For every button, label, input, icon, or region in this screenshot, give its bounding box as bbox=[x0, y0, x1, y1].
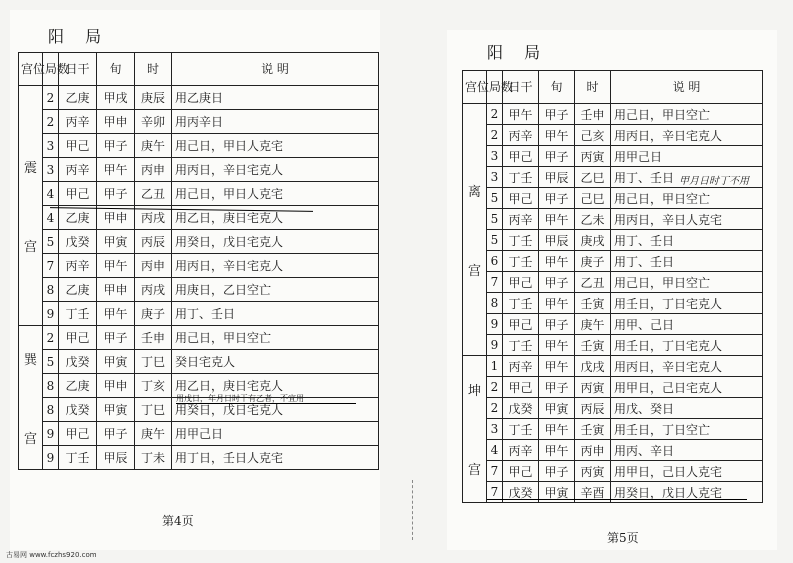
note-cell: 用乙庚日 bbox=[172, 86, 379, 110]
table-row bbox=[463, 188, 763, 209]
note-cell: 用丁、壬日 bbox=[172, 302, 379, 326]
hour-cell: 乙未 bbox=[575, 209, 611, 230]
table-row bbox=[19, 110, 379, 134]
day-stem-cell: 丁壬 bbox=[59, 302, 97, 326]
palace-char: 坤 bbox=[467, 384, 481, 399]
ju-number-cell: 3 bbox=[487, 146, 503, 167]
xun-cell: 甲申 bbox=[97, 278, 135, 302]
table-row bbox=[19, 230, 379, 254]
hour-cell: 丙申 bbox=[575, 440, 611, 461]
ju-number-cell: 9 bbox=[487, 335, 503, 356]
xun-cell: 甲午 bbox=[539, 293, 575, 314]
xun-cell: 甲子 bbox=[97, 134, 135, 158]
ju-number-cell: 7 bbox=[487, 461, 503, 482]
day-stem-cell: 戊癸 bbox=[59, 398, 97, 422]
hour-cell: 丙辰 bbox=[575, 398, 611, 419]
right-page bbox=[447, 30, 777, 550]
day-stem-cell: 甲己 bbox=[503, 314, 539, 335]
ju-number-cell: 9 bbox=[487, 314, 503, 335]
hour-cell: 庚子 bbox=[135, 302, 172, 326]
day-stem-cell: 丁壬 bbox=[503, 230, 539, 251]
palace-char: 宫 bbox=[467, 263, 481, 279]
day-stem-cell: 丙辛 bbox=[503, 209, 539, 230]
xun-cell: 甲子 bbox=[539, 272, 575, 293]
column-header: 宫位 bbox=[19, 53, 43, 86]
table-row bbox=[19, 254, 379, 278]
note-cell: 用丁、壬日 bbox=[611, 167, 763, 188]
hour-cell: 丙辰 bbox=[135, 230, 172, 254]
column-header: 时 bbox=[575, 71, 611, 104]
table-row bbox=[463, 440, 763, 461]
hour-cell: 辛卯 bbox=[135, 110, 172, 134]
day-stem-cell: 丁壬 bbox=[503, 335, 539, 356]
hour-cell: 庚午 bbox=[135, 422, 172, 446]
hour-cell: 丙申 bbox=[135, 158, 172, 182]
ju-number-cell: 3 bbox=[43, 134, 59, 158]
ju-number-cell: 3 bbox=[487, 419, 503, 440]
xun-cell: 甲午 bbox=[539, 419, 575, 440]
xun-cell: 甲午 bbox=[539, 440, 575, 461]
ju-number-cell: 5 bbox=[487, 230, 503, 251]
note-cell: 用乙日，庚日宅克人 bbox=[172, 374, 379, 398]
table-row bbox=[463, 314, 763, 335]
note-cell: 用丙辛日 bbox=[172, 110, 379, 134]
hour-cell: 丙戌 bbox=[135, 206, 172, 230]
day-stem-cell: 丁壬 bbox=[503, 167, 539, 188]
table-row bbox=[19, 302, 379, 326]
xun-cell: 甲子 bbox=[97, 182, 135, 206]
table-row bbox=[19, 326, 379, 350]
column-header: 宫位 bbox=[463, 71, 487, 104]
palace-char: 震 bbox=[23, 160, 37, 176]
table-row bbox=[463, 146, 763, 167]
palace-char: 离 bbox=[467, 184, 481, 200]
day-stem-cell: 丙辛 bbox=[503, 356, 539, 377]
palace-char: 宫 bbox=[23, 431, 37, 447]
note-cell: 用甲、己日 bbox=[611, 314, 763, 335]
strikethrough-line bbox=[487, 499, 747, 500]
day-stem-cell: 丙辛 bbox=[503, 440, 539, 461]
ju-number-cell: 2 bbox=[43, 110, 59, 134]
ju-number-cell: 8 bbox=[487, 293, 503, 314]
table-row bbox=[463, 125, 763, 146]
table-row bbox=[463, 419, 763, 440]
day-stem-cell: 甲己 bbox=[503, 272, 539, 293]
note-cell: 用丁日，壬日人克宅 bbox=[172, 446, 379, 470]
column-header: 说 明 bbox=[611, 71, 763, 104]
ju-number-cell: 7 bbox=[487, 482, 503, 503]
day-stem-cell: 丁壬 bbox=[503, 419, 539, 440]
note-cell: 用壬日，丁日空亡 bbox=[611, 419, 763, 440]
ju-number-cell: 8 bbox=[43, 398, 59, 422]
hour-cell: 辛酉 bbox=[575, 482, 611, 503]
ju-number-cell: 4 bbox=[43, 182, 59, 206]
hour-cell: 己亥 bbox=[575, 125, 611, 146]
note-cell: 用癸日，戊日宅克人 bbox=[172, 230, 379, 254]
table-row bbox=[463, 272, 763, 293]
table-row bbox=[19, 86, 379, 110]
table-row bbox=[463, 230, 763, 251]
ju-number-cell: 4 bbox=[43, 206, 59, 230]
hour-cell: 丙戌 bbox=[135, 278, 172, 302]
xun-cell: 甲子 bbox=[539, 188, 575, 209]
note-cell: 用己日，甲日空亡 bbox=[611, 272, 763, 293]
ju-number-cell: 8 bbox=[43, 374, 59, 398]
day-stem-cell: 丁壬 bbox=[59, 446, 97, 470]
page-header: 阳 局 bbox=[487, 43, 549, 62]
column-header: 时 bbox=[135, 53, 172, 86]
hour-cell: 乙丑 bbox=[575, 272, 611, 293]
hour-cell: 丙寅 bbox=[575, 377, 611, 398]
hour-cell: 乙巳 bbox=[575, 167, 611, 188]
day-stem-cell: 戊癸 bbox=[503, 482, 539, 503]
table-row bbox=[463, 461, 763, 482]
palace-char: 巽 bbox=[23, 352, 37, 368]
table-row bbox=[463, 377, 763, 398]
hour-cell: 丁巳 bbox=[135, 350, 172, 374]
xun-cell: 甲寅 bbox=[539, 398, 575, 419]
note-cell: 癸日宅克人 bbox=[172, 350, 379, 374]
column-header: 局数 bbox=[487, 71, 503, 104]
table-row bbox=[463, 356, 763, 377]
note-cell: 用乙日，庚日宅克人 bbox=[172, 206, 379, 230]
day-stem-cell: 丙辛 bbox=[59, 158, 97, 182]
xun-cell: 甲子 bbox=[97, 326, 135, 350]
left-page bbox=[10, 10, 380, 550]
ju-number-cell: 9 bbox=[43, 302, 59, 326]
xun-cell: 甲申 bbox=[97, 110, 135, 134]
xun-cell: 甲午 bbox=[539, 209, 575, 230]
day-stem-cell: 甲己 bbox=[59, 422, 97, 446]
table-row bbox=[19, 158, 379, 182]
table-row bbox=[463, 251, 763, 272]
hour-cell: 戊戌 bbox=[575, 356, 611, 377]
column-header: 说 明 bbox=[172, 53, 379, 86]
note-cell: 用戊、癸日 bbox=[611, 398, 763, 419]
column-header: 日干 bbox=[503, 71, 539, 104]
note-cell: 用甲日，己日宅克人 bbox=[611, 377, 763, 398]
xun-cell: 甲申 bbox=[97, 374, 135, 398]
xun-cell: 甲寅 bbox=[97, 398, 135, 422]
note-cell: 用己日，甲日人克宅 bbox=[172, 182, 379, 206]
ju-number-cell: 5 bbox=[43, 350, 59, 374]
note-cell: 用癸日，戊日人克宅 bbox=[611, 482, 763, 503]
xun-cell: 甲辰 bbox=[539, 167, 575, 188]
schedule-table bbox=[18, 52, 379, 470]
note-cell: 用甲己日 bbox=[611, 146, 763, 167]
note-cell: 用丁、壬日 bbox=[611, 230, 763, 251]
day-stem-cell: 甲己 bbox=[503, 188, 539, 209]
xun-cell: 甲辰 bbox=[97, 446, 135, 470]
day-stem-cell: 丁壬 bbox=[503, 293, 539, 314]
xun-cell: 甲子 bbox=[539, 461, 575, 482]
day-stem-cell: 戊癸 bbox=[59, 230, 97, 254]
palace-cell bbox=[19, 326, 43, 470]
xun-cell: 甲子 bbox=[539, 377, 575, 398]
schedule-table bbox=[462, 70, 763, 503]
xun-cell: 甲申 bbox=[97, 206, 135, 230]
hour-cell: 丁亥 bbox=[135, 374, 172, 398]
handwritten-note: 甲月日时丁不用 bbox=[679, 176, 749, 187]
note-cell: 用癸日，戊日宅克人 bbox=[172, 398, 379, 422]
day-stem-cell: 甲己 bbox=[503, 461, 539, 482]
note-cell: 用己日，甲日空亡 bbox=[611, 188, 763, 209]
note-cell: 用壬日，丁日宅克人 bbox=[611, 335, 763, 356]
ju-number-cell: 7 bbox=[487, 272, 503, 293]
ju-number-cell: 5 bbox=[487, 188, 503, 209]
palace-cell bbox=[463, 104, 487, 356]
hour-cell: 壬申 bbox=[135, 326, 172, 350]
day-stem-cell: 甲己 bbox=[59, 182, 97, 206]
table-row bbox=[463, 209, 763, 230]
ju-number-cell: 7 bbox=[43, 254, 59, 278]
column-header: 旬 bbox=[539, 71, 575, 104]
note-cell: 用丙日，辛日宅克人 bbox=[172, 254, 379, 278]
ju-number-cell: 2 bbox=[487, 104, 503, 125]
site-watermark: 古易网 www.fczhs920.com bbox=[6, 551, 97, 559]
table-row bbox=[463, 335, 763, 356]
ju-number-cell: 9 bbox=[43, 422, 59, 446]
hour-cell: 庚戌 bbox=[575, 230, 611, 251]
day-stem-cell: 乙庚 bbox=[59, 278, 97, 302]
day-stem-cell: 甲午 bbox=[503, 104, 539, 125]
ju-number-cell: 9 bbox=[43, 446, 59, 470]
hour-cell: 庚午 bbox=[575, 314, 611, 335]
hour-cell: 丁未 bbox=[135, 446, 172, 470]
note-cell: 用壬日，丁日宅克人 bbox=[611, 293, 763, 314]
table-row bbox=[19, 182, 379, 206]
ju-number-cell: 2 bbox=[487, 125, 503, 146]
ju-number-cell: 3 bbox=[43, 158, 59, 182]
day-stem-cell: 甲己 bbox=[59, 326, 97, 350]
page-header: 阳 局 bbox=[48, 27, 110, 46]
table-row bbox=[19, 446, 379, 470]
note-cell: 用己日，甲日空亡 bbox=[611, 104, 763, 125]
palace-char: 宫 bbox=[467, 463, 481, 478]
hour-cell: 庚子 bbox=[575, 251, 611, 272]
hour-cell: 壬寅 bbox=[575, 419, 611, 440]
day-stem-cell: 戊癸 bbox=[503, 398, 539, 419]
xun-cell: 甲子 bbox=[539, 146, 575, 167]
note-cell: 用甲己日 bbox=[172, 422, 379, 446]
ju-number-cell: 5 bbox=[487, 209, 503, 230]
hour-cell: 庚午 bbox=[135, 134, 172, 158]
table-row bbox=[19, 134, 379, 158]
xun-cell: 甲午 bbox=[539, 251, 575, 272]
xun-cell: 甲午 bbox=[539, 335, 575, 356]
day-stem-cell: 丙辛 bbox=[503, 125, 539, 146]
ju-number-cell: 3 bbox=[487, 167, 503, 188]
xun-cell: 甲辰 bbox=[539, 230, 575, 251]
palace-cell bbox=[463, 356, 487, 503]
xun-cell: 甲寅 bbox=[539, 482, 575, 503]
day-stem-cell: 丁壬 bbox=[503, 251, 539, 272]
day-stem-cell: 戊癸 bbox=[59, 350, 97, 374]
ju-number-cell: 5 bbox=[43, 230, 59, 254]
ju-number-cell: 8 bbox=[43, 278, 59, 302]
handwritten-annotation: 用戊日，年月日时干有乙者，不宜用 bbox=[176, 394, 304, 403]
ju-number-cell: 2 bbox=[487, 398, 503, 419]
hour-cell: 丙申 bbox=[135, 254, 172, 278]
day-stem-cell: 丙辛 bbox=[59, 254, 97, 278]
note-cell: 用丙日，辛日宅克人 bbox=[611, 356, 763, 377]
hour-cell: 丙寅 bbox=[575, 146, 611, 167]
ju-number-cell: 2 bbox=[43, 86, 59, 110]
note-cell: 用丁、壬日 bbox=[611, 251, 763, 272]
day-stem-cell: 甲己 bbox=[59, 134, 97, 158]
xun-cell: 甲午 bbox=[539, 356, 575, 377]
xun-cell: 甲戌 bbox=[97, 86, 135, 110]
table-row bbox=[19, 278, 379, 302]
xun-cell: 甲寅 bbox=[97, 230, 135, 254]
hour-cell: 壬寅 bbox=[575, 335, 611, 356]
ju-number-cell: 6 bbox=[487, 251, 503, 272]
table-row bbox=[463, 293, 763, 314]
day-stem-cell: 丙辛 bbox=[59, 110, 97, 134]
xun-cell: 甲午 bbox=[97, 302, 135, 326]
day-stem-cell: 甲己 bbox=[503, 146, 539, 167]
ju-number-cell: 2 bbox=[487, 377, 503, 398]
xun-cell: 甲午 bbox=[97, 254, 135, 278]
column-header: 日干 bbox=[59, 53, 97, 86]
underline-mark bbox=[176, 403, 356, 404]
xun-cell: 甲子 bbox=[97, 422, 135, 446]
ju-number-cell: 1 bbox=[487, 356, 503, 377]
page-number: 第4页 bbox=[162, 514, 194, 528]
hour-cell: 壬申 bbox=[575, 104, 611, 125]
xun-cell: 甲午 bbox=[539, 125, 575, 146]
table-row bbox=[463, 398, 763, 419]
note-cell: 用己日，甲日人克宅 bbox=[172, 134, 379, 158]
table-row bbox=[19, 422, 379, 446]
note-cell: 用己日，甲日空亡 bbox=[172, 326, 379, 350]
palace-cell bbox=[19, 86, 43, 326]
xun-cell: 甲子 bbox=[539, 104, 575, 125]
note-cell: 用庚日，乙日空亡 bbox=[172, 278, 379, 302]
note-cell: 用甲日，己日人克宅 bbox=[611, 461, 763, 482]
page-number: 第5页 bbox=[607, 531, 639, 545]
note-cell: 用丙日，辛日宅克人 bbox=[172, 158, 379, 182]
table-row bbox=[463, 104, 763, 125]
hour-cell: 壬寅 bbox=[575, 293, 611, 314]
palace-char: 宫 bbox=[23, 239, 37, 255]
note-cell: 用丙日，辛日人克宅 bbox=[611, 209, 763, 230]
day-stem-cell: 乙庚 bbox=[59, 374, 97, 398]
column-header: 局数 bbox=[43, 53, 59, 86]
note-cell: 用丙日，辛日宅克人 bbox=[611, 125, 763, 146]
hour-cell: 己巳 bbox=[575, 188, 611, 209]
column-header: 旬 bbox=[97, 53, 135, 86]
hour-cell: 丙寅 bbox=[575, 461, 611, 482]
hour-cell: 丁巳 bbox=[135, 398, 172, 422]
xun-cell: 甲寅 bbox=[97, 350, 135, 374]
xun-cell: 甲午 bbox=[97, 158, 135, 182]
note-cell: 用丙、辛日 bbox=[611, 440, 763, 461]
binding-line bbox=[412, 480, 413, 540]
table-row bbox=[19, 350, 379, 374]
ju-number-cell: 2 bbox=[43, 326, 59, 350]
hour-cell: 庚辰 bbox=[135, 86, 172, 110]
xun-cell: 甲子 bbox=[539, 314, 575, 335]
day-stem-cell: 乙庚 bbox=[59, 206, 97, 230]
day-stem-cell: 乙庚 bbox=[59, 86, 97, 110]
day-stem-cell: 甲己 bbox=[503, 377, 539, 398]
hour-cell: 乙丑 bbox=[135, 182, 172, 206]
ju-number-cell: 4 bbox=[487, 440, 503, 461]
